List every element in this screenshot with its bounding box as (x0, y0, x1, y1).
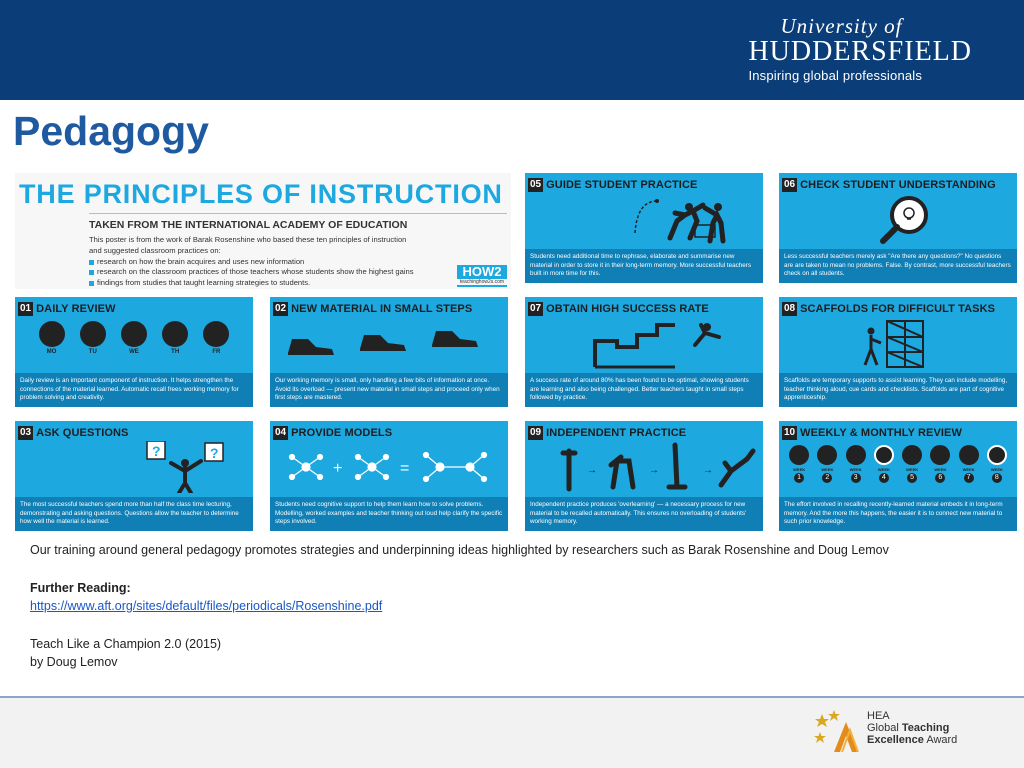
book-title: Teach Like a Champion 2.0 (2015) (30, 637, 222, 651)
head-icon (162, 321, 188, 347)
panel-text: Independent practice produces 'overlearning' — a necessary process for new material to be recalled automatically. This ensures no overloading of students' working memory. (525, 497, 763, 531)
panel-provide-models (270, 421, 508, 531)
week-item (902, 445, 922, 493)
svg-text:→: → (649, 465, 659, 476)
hea-line1: HEA (867, 710, 890, 722)
panel-independent-practice (525, 421, 763, 531)
panel-title: OBTAIN HIGH SUCCESS RATE (546, 303, 709, 315)
logo-huddersfield: HUDDERSFIELD (748, 36, 972, 67)
page-title: Pedagogy (13, 108, 209, 154)
day-item (203, 321, 229, 369)
week-number: 2 (822, 473, 832, 483)
week-label: WEEK (934, 467, 947, 472)
svg-text:+: + (333, 460, 343, 477)
book-reference (30, 635, 221, 671)
head-icon (80, 321, 106, 347)
poster-intro (15, 173, 511, 289)
week-item (789, 445, 809, 493)
week-label: WEEK (821, 467, 834, 472)
how2-url: teachinghow2s.com (457, 279, 507, 285)
panel-text: Scaffolds are temporary supports to assist learning. They can include modelling, teacher thinking aloud, cue cards and checklists. Scaffolds are part of cognitive apprenticeship. (779, 373, 1017, 407)
day-label: FR (212, 349, 221, 355)
header-bar (0, 0, 1024, 100)
shoes-illustration (270, 317, 508, 369)
week-item (930, 445, 950, 493)
success-chart-illustration (525, 317, 763, 369)
week-number: 5 (907, 473, 917, 483)
panel-number: 08 (784, 303, 796, 314)
panel-title: NEW MATERIAL IN SMALL STEPS (291, 303, 473, 315)
intro-bullet: findings from studies that taught learning strategies to students. (89, 278, 459, 289)
week-number: 4 (879, 473, 889, 483)
network-models-illustration (270, 441, 508, 493)
divider (89, 213, 507, 214)
book-author: by Doug Lemov (30, 655, 118, 669)
panel-text: Daily review is an important component of instruction. It helps strengthen the connections of the material learned. Automatic recall frees working memory for problem solving and creativity. (15, 373, 253, 407)
head-icon (817, 445, 837, 465)
head-icon (121, 321, 147, 347)
intro-bullet: research on how the brain acquires and uses new information (89, 257, 459, 268)
svg-text:=: = (400, 460, 410, 477)
guide-practice-illustration (525, 193, 763, 245)
svg-text:→: → (587, 465, 597, 476)
university-logo[interactable] (748, 14, 972, 83)
panel-text: The most successful teachers spend more than half the class time lecturing, demonstrating and asking questions. Questions allow the teacher to determine how well the material is learned. (15, 497, 253, 531)
week-item (874, 445, 894, 493)
week-number: 1 (794, 473, 804, 483)
panel-text: Our working memory is small, only handling a few bits of information at once. Avoid its overload — present new material in small steps and proceed only when first steps are mastered. (270, 373, 508, 407)
panel-number: 05 (530, 179, 542, 190)
day-label: TH (171, 349, 180, 355)
panel-number: 02 (275, 303, 287, 314)
panel-title: PROVIDE MODELS (291, 427, 393, 439)
logo-university-of: University of (780, 14, 903, 38)
week-item (987, 445, 1007, 493)
hea-line2b: Teaching (901, 722, 950, 734)
hea-line2a: Global (867, 722, 902, 734)
week-item (846, 445, 866, 493)
panel-text: Students need cognitive support to help them learn how to solve problems. Modelling, worked examples and teacher thinking out loud help clarify the specific steps involved. (270, 497, 508, 531)
intro-line: and suggested classroom practices on: (89, 245, 221, 255)
panel-guide-student-practice (525, 173, 763, 283)
hea-line3b: Award (923, 734, 958, 746)
panel-number: 06 (784, 179, 796, 190)
magnifying-glass-icon (779, 193, 1017, 245)
week-number: 8 (992, 473, 1002, 483)
poster-intro-text (89, 235, 459, 289)
panel-text: Less successful teachers merely ask "Are there any questions?" No questions are are taken to mean no problems. False. By contrast, more successful teachers check on all students. (779, 249, 1017, 283)
week-number: 6 (935, 473, 945, 483)
panel-title: DAILY REVIEW (36, 303, 116, 315)
svg-text:?: ? (152, 443, 161, 459)
intro-bullet: research on the classroom practices of those teachers whose students show the highest gains (89, 267, 459, 278)
logo-tagline: Inspiring global professionals (748, 68, 923, 83)
poster-subtitle: TAKEN FROM THE INTERNATIONAL ACADEMY OF EDUCATION (89, 219, 408, 231)
svg-text:?: ? (210, 445, 219, 461)
panel-check-student-understanding (779, 173, 1017, 283)
hea-award-logo (812, 708, 982, 758)
week-item (959, 445, 979, 493)
panel-number: 10 (784, 427, 796, 438)
head-icon (846, 445, 866, 465)
week-number: 7 (964, 473, 974, 483)
panel-weekly-monthly-review (779, 421, 1017, 531)
week-label: WEEK (793, 467, 806, 472)
day-label: WE (129, 349, 139, 355)
head-icon (902, 445, 922, 465)
week-number: 3 (851, 473, 861, 483)
panel-number: 01 (20, 303, 32, 314)
scaffold-illustration (779, 317, 1017, 369)
panel-title: INDEPENDENT PRACTICE (546, 427, 687, 439)
panel-title: SCAFFOLDS FOR DIFFICULT TASKS (800, 303, 996, 315)
day-item (121, 321, 147, 369)
panel-new-material-small-steps (270, 297, 508, 407)
principles-poster (15, 173, 1017, 531)
week-label: WEEK (849, 467, 862, 472)
panel-text: The effort involved in recalling recently-learned material embeds it in long-term memory. And the more this happens, the easier it is to connect new material to such prior knowledge. (779, 497, 1017, 531)
panel-number: 03 (20, 427, 32, 438)
further-reading-heading: Further Reading: (30, 581, 131, 595)
head-icon (959, 445, 979, 465)
week-label: WEEK (990, 467, 1003, 472)
head-icon (39, 321, 65, 347)
day-label: TU (88, 349, 97, 355)
panel-title: WEEKLY & MONTHLY REVIEW (800, 427, 962, 439)
poster-title: THE PRINCIPLES OF INSTRUCTION (19, 179, 503, 209)
panel-title: GUIDE STUDENT PRACTICE (546, 179, 698, 191)
day-item (39, 321, 65, 369)
panel-title: ASK QUESTIONS (36, 427, 129, 439)
svg-text:→: → (703, 465, 713, 476)
weekly-review-heads (779, 441, 1017, 493)
head-icon (789, 445, 809, 465)
head-icon (874, 445, 894, 465)
week-label: WEEK (906, 467, 919, 472)
panel-number: 07 (530, 303, 542, 314)
hea-laurel-icon (812, 708, 864, 754)
hea-line3a: Excellence (867, 734, 924, 746)
rosenshine-pdf-link[interactable]: https://www.aft.org/sites/default/files/periodicals/Rosenshine.pdf (30, 599, 383, 613)
panel-ask-questions (15, 421, 253, 531)
day-item (162, 321, 188, 369)
hea-label (867, 710, 957, 746)
gymnast-progression-illustration (525, 441, 763, 493)
how2-logo-text: HOW2 (462, 264, 502, 279)
caption-text: Our training around general pedagogy promotes strategies and underpinning ideas highlighted by researchers such as Barak Rosenshine and Doug Lemov (30, 543, 889, 557)
week-item (817, 445, 837, 493)
panel-scaffolds-for-difficult-tasks (779, 297, 1017, 407)
daily-review-heads (15, 317, 253, 369)
week-label: WEEK (877, 467, 890, 472)
panel-number: 04 (275, 427, 287, 438)
day-label: MO (46, 349, 57, 355)
panel-daily-review (15, 297, 253, 407)
week-label: WEEK (962, 467, 975, 472)
panel-text: A success rate of around 80% has been found to be optimal, showing students are learning and also being challenged. Better teachers taught in small steps followed by practice. (525, 373, 763, 407)
head-icon (203, 321, 229, 347)
panel-number: 09 (530, 427, 542, 438)
intro-line: This poster is from the work of Barak Rosenshine who based these ten principles of instruction (89, 235, 407, 244)
how2-logo (457, 265, 507, 287)
day-item (80, 321, 106, 369)
panel-obtain-high-success-rate (525, 297, 763, 407)
panel-title: CHECK STUDENT UNDERSTANDING (800, 179, 996, 191)
head-icon (987, 445, 1007, 465)
question-bubbles-illustration (15, 441, 253, 493)
head-icon (930, 445, 950, 465)
panel-text: Students need additional time to rephrase, elaborate and summarise new material in order to store it in their long-term memory. More successful teachers built in more time for this. (525, 249, 763, 283)
